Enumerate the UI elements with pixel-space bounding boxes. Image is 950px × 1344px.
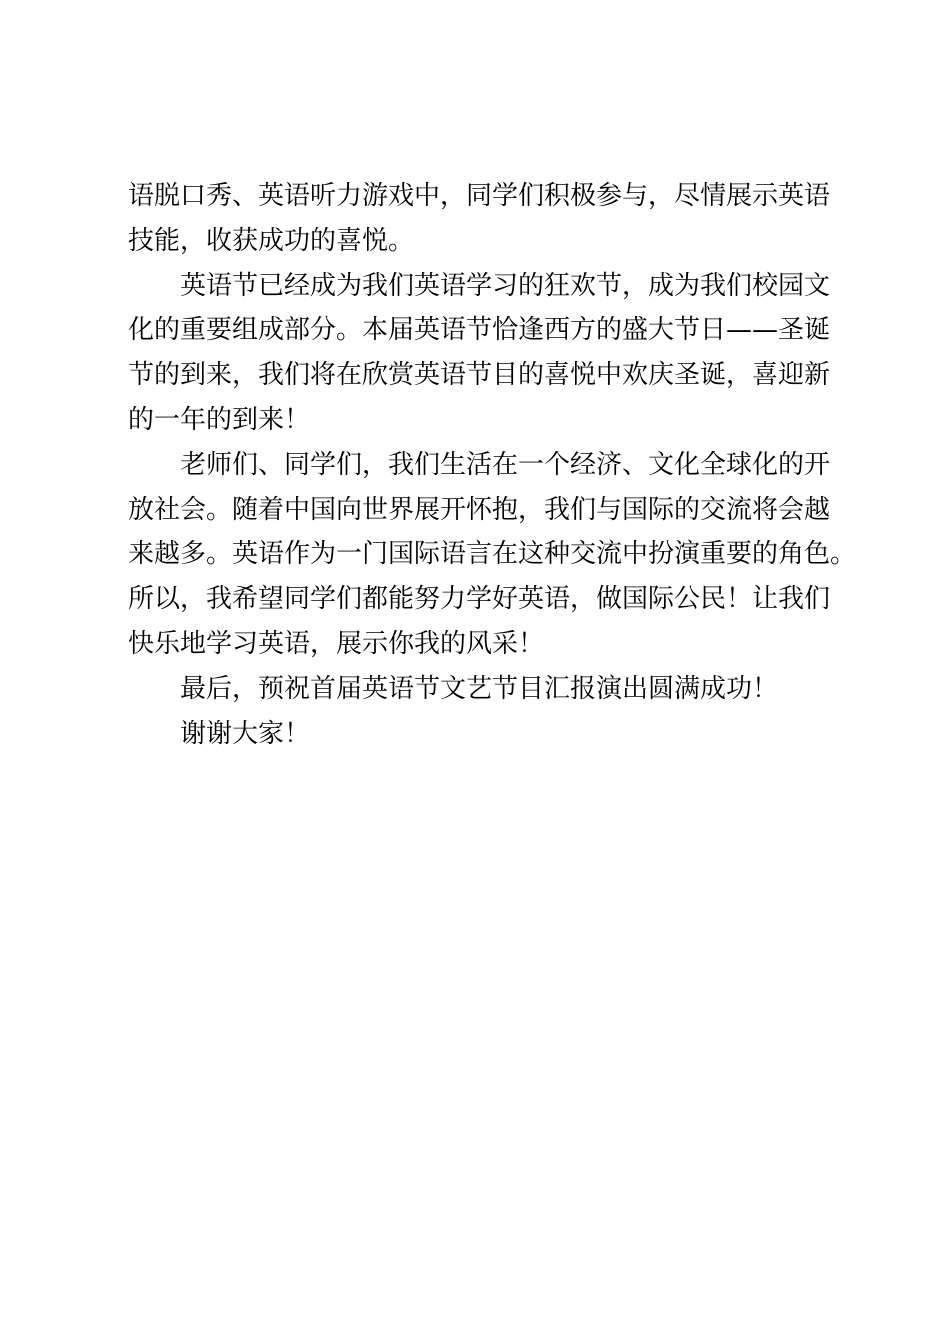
text-line: 最后，预祝首届英语节文艺节目汇报演出圆满成功！ xyxy=(180,673,779,704)
text-line: 语脱口秀、英语听力游戏中，同学们积极参与，尽情展示英语 xyxy=(128,181,831,211)
paragraph-globalization xyxy=(128,443,857,667)
text-line: 化的重要组成部分。本届英语节恰逢西方的盛大节日——圣诞 xyxy=(128,315,831,346)
text-line: 谢谢大家！ xyxy=(180,718,311,749)
text-line: 技能，收获成功的喜悦。 xyxy=(128,225,415,256)
text-line: 老师们、同学们，我们生活在一个经济、文化全球化的开 xyxy=(180,449,831,480)
text-line: 快乐地学习英语，展示你我的风采！ xyxy=(128,628,545,659)
text-line: 的一年的到来！ xyxy=(128,404,311,435)
text-line: 放社会。随着中国向世界展开怀抱，我们与国际的交流将会越 xyxy=(128,494,831,525)
document-body xyxy=(128,174,857,756)
text-line: 所以，我希望同学们都能努力学好英语，做国际公民！让我们 xyxy=(128,584,831,615)
text-line: 节的到来，我们将在欣赏英语节目的喜悦中欢庆圣诞，喜迎新 xyxy=(128,360,831,391)
text-line: 英语节已经成为我们英语学习的狂欢节，成为我们校园文 xyxy=(180,270,831,301)
paragraph-continuation xyxy=(128,174,834,264)
paragraph-wishes xyxy=(128,667,834,712)
paragraph-festival xyxy=(128,264,834,443)
paragraph-thanks xyxy=(128,712,834,757)
text-line: 来越多。英语作为一门国际语言在这种交流中扮演重要的角色。 xyxy=(128,539,857,570)
